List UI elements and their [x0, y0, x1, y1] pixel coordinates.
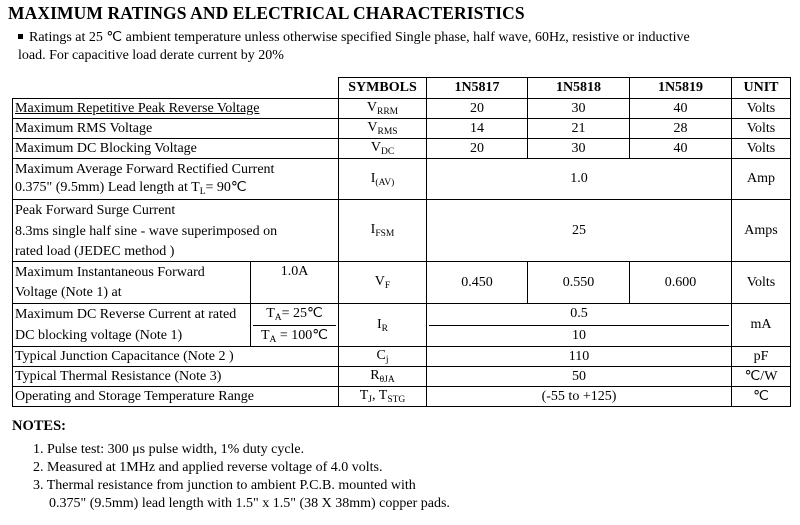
condition-ir-25c: $T_A=$ 25℃	[266, 306, 323, 323]
intro-text	[18, 29, 758, 65]
notes-heading: NOTES:	[12, 418, 66, 434]
row-vf	[13, 262, 791, 304]
row-ir	[13, 304, 791, 347]
unit-vrrm: Volts	[732, 99, 791, 119]
symbol-temp: $T_J$, $T_{STG}$	[339, 387, 427, 407]
header-blank	[13, 78, 339, 99]
value-iav: 1.0	[427, 159, 732, 200]
condition-ir	[251, 304, 339, 347]
bullet-icon	[18, 34, 23, 39]
param-ir: Maximum DC Reverse Current at rated DC blocking voltage (Note 1)	[13, 304, 251, 347]
value-ir-100c: 10	[429, 325, 729, 347]
row-vdc	[13, 139, 791, 159]
param-ifsm: Peak Forward Surge Current 8.3ms single half sine - wave superimposed on rated load (JEDEC method )	[13, 200, 339, 262]
unit-vf: Volts	[732, 262, 791, 304]
header-1n5818: 1N5818	[528, 78, 630, 99]
value-vf-1n5819: 0.600	[630, 262, 732, 304]
symbol-ifsm: $I_{FSM}$	[339, 200, 427, 262]
unit-temp: ℃	[732, 387, 791, 407]
value-vf-1n5818: 0.550	[528, 262, 630, 304]
unit-vrms: Volts	[732, 119, 791, 139]
symbol-cj: $C_j$	[339, 347, 427, 367]
unit-rth: ℃/W	[732, 367, 791, 387]
unit-vdc: Volts	[732, 139, 791, 159]
value-vrrm-1n5819: 40	[630, 99, 732, 119]
param-iav: Maximum Average Forward Rectified Current 0.375" (9.5mm) Lead length at $T_L=$ 90℃	[13, 159, 339, 200]
condition-vf: 1.0A	[251, 262, 339, 304]
row-iav	[13, 159, 791, 200]
note-2: 2. Measured at 1MHz and applied reverse voltage of 4.0 volts.	[33, 460, 383, 475]
row-vrrm	[13, 99, 791, 119]
row-vrms	[13, 119, 791, 139]
header-unit: UNIT	[732, 78, 791, 99]
param-vf: Maximum Instantaneous Forward Voltage (Note 1) at	[13, 262, 251, 304]
unit-iav: Amp	[732, 159, 791, 200]
param-cj: Typical Junction Capacitance (Note 2 )	[13, 347, 339, 367]
value-vdc-1n5817: 20	[427, 139, 528, 159]
value-vrms-1n5818: 21	[528, 119, 630, 139]
header-1n5817: 1N5817	[427, 78, 528, 99]
unit-cj: pF	[732, 347, 791, 367]
table-header-row	[13, 78, 791, 99]
value-vdc-1n5818: 30	[528, 139, 630, 159]
unit-ir: mA	[732, 304, 791, 347]
header-symbols: SYMBOLS	[339, 78, 427, 99]
header-1n5819: 1N5819	[630, 78, 732, 99]
row-temp	[13, 387, 791, 407]
note-1: 1. Pulse test: 300 μs pulse width, 1% duty cycle.	[33, 442, 305, 457]
row-rth	[13, 367, 791, 387]
value-vrrm-1n5817: 20	[427, 99, 528, 119]
symbol-vdc: $V_{DC}$	[339, 139, 427, 159]
param-vdc: Maximum DC Blocking Voltage	[13, 139, 339, 159]
symbol-rth: $R_{\theta JA}$	[339, 367, 427, 387]
value-ir	[427, 304, 732, 347]
note-3-continued: 0.375" (9.5mm) lead length with 1.5" x 1.5" (38 X 38mm) copper pads.	[49, 496, 450, 511]
param-rth: Typical Thermal Resistance (Note 3)	[13, 367, 339, 387]
value-vf-1n5817: 0.450	[427, 262, 528, 304]
unit-ifsm: Amps	[732, 200, 791, 262]
value-rth: 50	[427, 367, 732, 387]
value-vdc-1n5819: 40	[630, 139, 732, 159]
condition-ir-100c: $T_A$ = 100℃	[253, 325, 336, 347]
page-title: MAXIMUM RATINGS AND ELECTRICAL CHARACTERISTICS	[8, 3, 525, 23]
param-vrrm: Maximum Repetitive Peak Reverse Voltage	[13, 99, 339, 119]
symbol-vf: $V_F$	[339, 262, 427, 304]
notes-list	[33, 441, 450, 513]
intro-line-2: load. For capacitive load derate current by 20%	[18, 48, 284, 63]
row-ifsm	[13, 200, 791, 262]
symbol-iav: $I_{(AV)}$	[339, 159, 427, 200]
value-vrrm-1n5818: 30	[528, 99, 630, 119]
value-vrms-1n5817: 14	[427, 119, 528, 139]
value-temp: (-55 to +125)	[427, 387, 732, 407]
param-temp: Operating and Storage Temperature Range	[13, 387, 339, 407]
ratings-table	[12, 77, 791, 407]
note-3: 3. Thermal resistance from junction to ambient P.C.B. mounted with	[33, 478, 416, 493]
symbol-vrrm: $V_{RRM}$	[339, 99, 427, 119]
row-cj	[13, 347, 791, 367]
value-cj: 110	[427, 347, 732, 367]
symbol-vrms: $V_{RMS}$	[339, 119, 427, 139]
intro-line-1: Ratings at 25 ℃ ambient temperature unless otherwise specified Single phase, half wave, 60Hz, resistive or inductive	[29, 30, 690, 45]
value-vrms-1n5819: 28	[630, 119, 732, 139]
param-vrms: Maximum RMS Voltage	[13, 119, 339, 139]
value-ifsm: 25	[427, 200, 732, 262]
value-ir-25c: 0.5	[570, 306, 588, 321]
symbol-ir: $I_R$	[339, 304, 427, 347]
